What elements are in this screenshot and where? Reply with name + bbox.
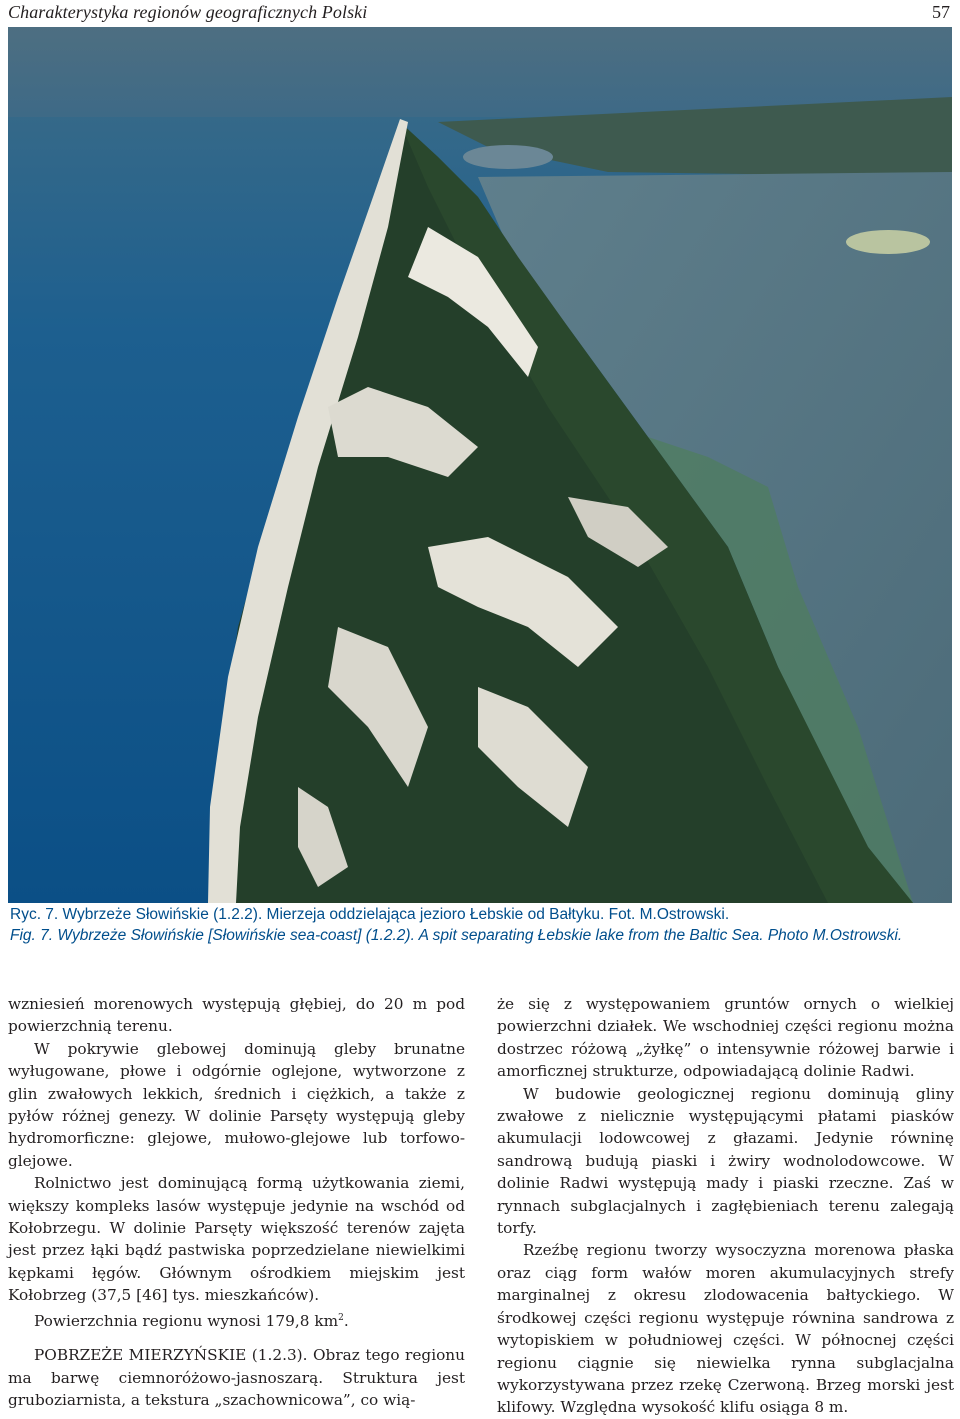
figure-captions (10, 904, 950, 946)
section-text: Obraz tego regionu ma barwę ciemnoróżowo-jasnoszarą. Struktura jest gruboziarnista, a tekstura „szachownicowa”, co wią- (8, 1346, 465, 1409)
aerial-photo (8, 27, 952, 903)
paragraph (8, 1344, 465, 1411)
section-heading: POBRZEŻE MIERZYŃSKIE (1.2.3). (34, 1346, 308, 1365)
paragraph: wzniesień morenowych występują głębiej, do 20 m pod powierzchnią terenu. (8, 995, 465, 1036)
paragraph: Rzeźbę regionu tworzy wysoczyzna morenowa płaska oraz ciąg form wałów moren akumulacyjnych strefy marginalnej z okresu zlodowacenia bałtyckiego. W środkowej części regionu występuje równina sandrowa z wytopiskiem w południowej części. W północnej części regionu ciągnie się niewielka rynna subglacjalna wykorzystywana przez rzekę Czerwoną. Brzeg morski jest klifowy. Względna wysokość klifu osiąga 8 m. (497, 1241, 954, 1417)
area-text: Powierzchnia regionu wynosi 179,8 km (34, 1311, 339, 1330)
paragraph: W budowie geologicznej regionu dominują gliny zwałowe z nielicznie występującymi płatami piasków akumulacji lodowcowej z głazami. Jedynie równinę sandrową budują piaski i żwiry wodnolodowcowe. W dolinie Radwi występują mady i piaski rzeczne. Zaś w rynnach subglacjalnych i zagłębieniach terenu zalegają torfy. (497, 1084, 954, 1238)
left-column (8, 993, 465, 1411)
page-number: 57 (932, 2, 950, 22)
paragraph: że się z występowaniem gruntów ornych o wielkiej powierzchni działek. We wschodniej części regionu można dostrzec różową „żyłkę” o intensywnie różowej barwie i amorficznej strukturze, odpowiadającą dolinie Radwi. (497, 995, 954, 1081)
paragraph (8, 1307, 465, 1333)
area-end: . (343, 1311, 349, 1330)
running-header: Charakterystyka regionów geograficznych Polski (8, 2, 368, 22)
caption-polish: Ryc. 7. Wybrzeże Słowińskie (1.2.2). Mierzeja oddzielająca jezioro Łebskie od Bałtyku. Fot. M.Ostrowski. (10, 906, 730, 923)
area-unit-superscript: 2 (338, 1312, 344, 1323)
aerial-photo-illustration (8, 27, 952, 903)
right-column (497, 993, 954, 1419)
paragraph: W pokrywie glebowej dominują gleby brunatne wyługowane, płowe i odgórnie oglejone, wytworzone z glin zwałowych lekkich, średnich i ciężkich, a także z pyłów różnej genezy. W dolinie Parsęty występują gleby hydromorficzne: glejowe, mułowo-glejowe lub torfowo- glejowe. (8, 1039, 465, 1170)
caption-english: Fig. 7. Wybrzeże Słowińskie [Słowińskie sea-coast] (1.2.2). A spit separating Łebskie lake from the Baltic Sea. Photo M.Ostrowski. (10, 927, 903, 944)
paragraph: Rolnictwo jest dominującą formą użytkowania ziemi, większy kompleks lasów występuje jedynie na wschód od Kołobrzegu. W dolinie Parsęty większość terenów zajęta jest przez łąki bądź pastwiska poprzedzielane niewielkimi kępkami łęgów. Głównym ośrodkiem miejskim jest Kołobrzeg (37,5 [46] tys. mieszkańców). (8, 1174, 465, 1305)
